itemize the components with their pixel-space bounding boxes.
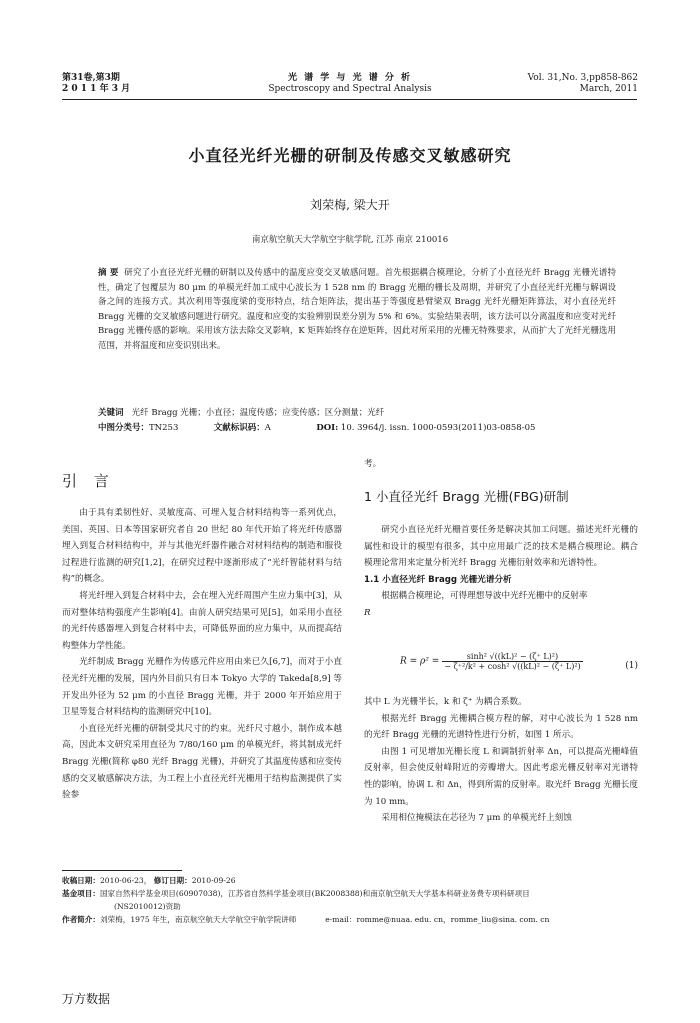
equation-fraction [442,652,582,671]
abstract [98,266,616,354]
equation-denominator: − ζ⁺²/k² + cosh² √((kL)² − (ζ⁺ L)²) [444,662,581,671]
left-column [62,505,342,804]
footnotes [62,874,637,926]
intro-paragraph: 将光纤埋入到复合材料中去，会在埋入光纤周围产生应力集中[3]，从而对整体结构强度产生影响[4]。由前人研究结果可见[5]，如采用小直径的光纤传感器埋入到复合材料中去，可降低界面的应力集中，从而提高结构整体力学性能。 [62,590,342,651]
affiliation: 南京航空航天大学航空宇航学院, 江苏 南京 210016 [251,235,449,245]
abstract-text: 研究了小直径光纤光栅的研制以及传感中的温度应变交叉敏感问题。首先根据耦合模理论，分析了小直径光纤 Bragg 光栅光谱特性，确定了包覆层为 80 μm 的单模光纤加工成中心波长为 1 528 nm 的 Bragg 光栅的栅长及周期，并研究了小直径光纤光栅与解调设备之间的连接方式。其次利用等强度梁的变形特点，结合矩阵法，提出基于等强度悬臂梁双 Bragg 光纤光栅矩阵算法，对小直径光纤 Bragg 光栅的交叉敏感问题进行研究。温度和应变的实验辨别误差分别为 5% 和 6%。实验结果表明，该方法可以分离温度和应变对光纤 Bragg 光栅传感的影响。采用该方法去除交叉影响，K 矩阵始终存在逆矩阵，因此对所采用的光栅无特殊要求，从而扩大了光纤光栅选用范围，并将温度和应变识别出来。 [98,268,617,351]
section-1-paragraph: 根据耦合模理论，可得理想导波中光纤光栅中的反射率 [381,591,588,602]
intro-paragraph: 小直径光纤光栅的研制受其尺寸的约束。光纤尺寸越小，制作成本越高，因此本文研究采用直径为 7/80/160 μm 的单模光纤，将其制成光纤 Bragg 光栅(简称 φ80 光纤 Bragg 光栅)，并研究了其温度传感和应变传感的交叉敏感解决方法，为工程上小直径光纤光栅用于结构监测提供了实验参 [62,723,342,801]
footnote-fund: 基金项目：国家自然科学基金项目(60907038)，江苏省自然科学基金项目(BK2008388)和南京航空航天大学基本科研业务费专项科研项目 [62,889,530,898]
section-1-paragraph: 采用相位掩模法在芯径为 7 μm 的单模光纤上刻蚀 [381,813,572,824]
equation-1 [400,652,638,671]
section-1-paragraph: 其中 L 为光栅半长，k 和 ζ⁺ 为耦合系数。 [364,697,527,707]
section-1-paragraph: 由图 1 可见增加光栅长度 L 和调制折射率 Δn，可以提高光栅峰值反射率，但会使反射峰附近的旁瓣增大。因此考虑光栅反射率对光谱特性的影响，协调 L 和 Δn，得到所需的反射率。取光纤 Bragg 光栅长度为 10 mm。 [364,746,638,807]
authors: 刘荣梅, 梁大开 [310,198,390,212]
footnote-dates: 收稿日期：2010-06-23， 修订日期：2010-09-26 [62,876,236,885]
header-rule [62,99,637,100]
section-1-paragraph: 研究小直径光纤光栅首要任务是解决其加工问题。描述光纤光栅的属性和设计的模型有很多，其中应用最广泛的技术是耦合模理论。耦合模理论常用来定量分析光纤 Bragg 光栅衍射效率和光谱特性。 [364,525,638,569]
section-1-paragraph: 根据光纤 Bragg 光栅耦合模方程的解，对中心波长为 1 528 nm 的光纤 Bragg 光栅的光谱特性进行分析，如图 1 所示。 [364,713,638,741]
continuation-text: 考。 [364,459,382,469]
footnote-fund-cont: (NS2010012)资助 [114,902,181,911]
right-column-top [364,456,638,473]
author-email: e-mail：romme@nuaa. edu. cn，romme_liu@sina. com. cn [325,915,550,924]
equation-lhs: R = ρ² = [400,656,440,667]
subsection-1-1-title: 1.1 小直径光纤 Bragg 光栅光谱分析 [364,574,512,585]
classification: 中图分类号：TN253 文献标识码：A DOI: 10. 3964/j. issn. 1000-0593(2011)03-0858-05 [98,423,536,433]
abstract-label: 摘 要 [98,268,119,278]
keywords: 关键词 光纤 Bragg 光栅；小直径；温度传感；应变传感；区分测量；光纤 [98,408,385,418]
symbol-r: R [364,607,371,618]
page-title: 小直径光纤光栅的研制及传感交叉敏感研究 [188,146,512,165]
section-introduction-title: 引 言 [62,472,115,490]
watermark: 万方数据 [62,992,111,1006]
equation-numerator: sinh² √((kL)² − (ζ⁺ L)²) [442,652,582,662]
right-column [364,522,638,622]
journal-volume: 第31卷,第3期 2 0 1 1 年 3 月 [62,73,131,94]
equation-label: (1) [625,661,638,671]
section-1-title: 1 小直径光纤 Bragg 光栅(FBG)研制 [364,489,569,504]
journal-pages: Vol. 31,No. 3,pp858-862 March, 2011 [527,73,638,94]
journal-name: 光 谱 学 与 光 谱 分 析 Spectroscopy and Spectral Analysis [268,73,432,94]
intro-paragraph: 光纤制成 Bragg 光栅作为传感元件应用由来已久[6,7]，而对于小直径光纤光栅的发展，国内外目前只有日本 Tokyo 大学的 Takeda[8,9] 等开发出外径为 52 μm 的小直径 Bragg 光栅，并于 2000 年开始应用于卫星等复合材料结构的监测研究中[10]。 [62,657,342,718]
intro-paragraph: 由于具有柔韧性好、灵敏度高、可埋入复合材料结构等一系列优点，美国、英国、日本等国家研究者自 20 世纪 80 年代开始了将光纤传感器埋入到复合材料结构中，并与其他光纤器件融合对材料结构的制造和服役过程进行监测的研究[1,2]，在研究过程中逐渐形成了“光纤智能材料与结构”的概念。 [62,508,342,585]
right-column-lower [364,694,638,827]
footnote-author: 作者简介：刘荣梅，1975 年生，南京航空航天大学航空宇航学院讲师 e-mail：romme@nuaa. edu. cn，romme_liu@sina. com. cn [62,915,550,924]
footnote-rule [62,870,182,871]
